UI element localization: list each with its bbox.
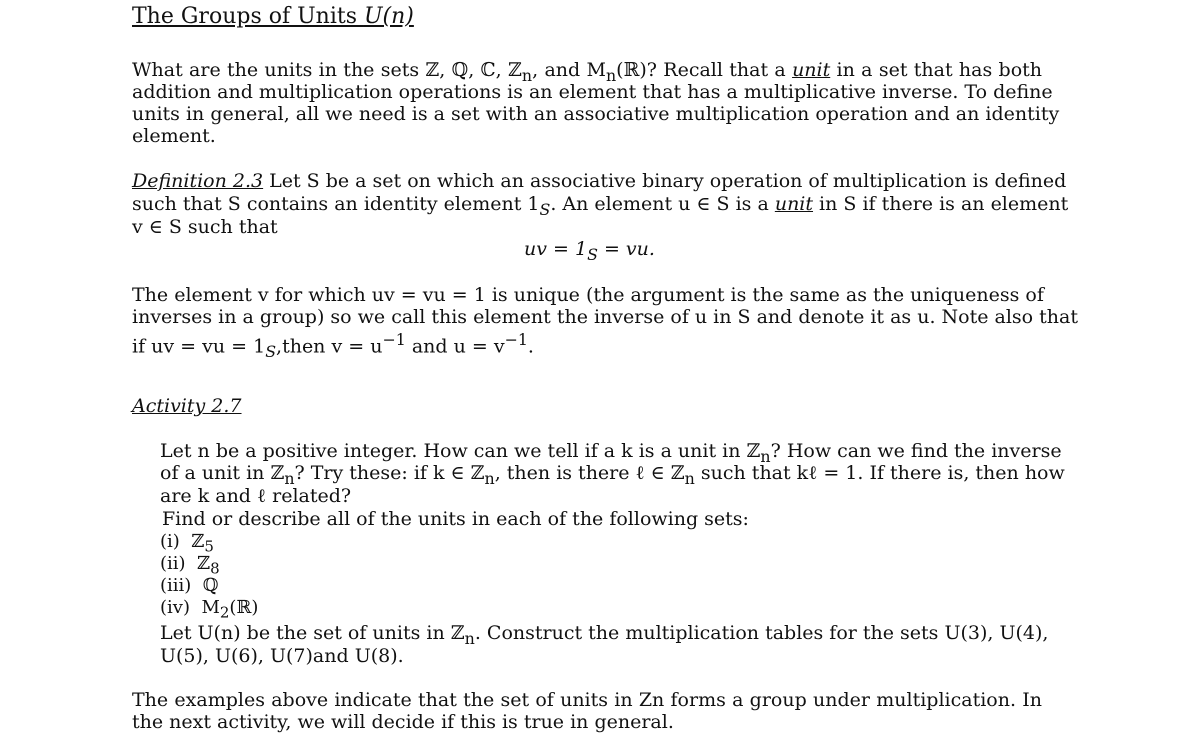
list-item: (iii) ℚ xyxy=(160,575,219,596)
intro-line-2: addition and multiplication operations is an element that has a multiplicative inverse. To define xyxy=(132,81,1053,103)
closing-line-2: the next activity, we will decide if this is true in general. xyxy=(132,711,674,733)
activity-p2-line-2: U(5), U(6), U(7)and U(8). xyxy=(160,645,404,667)
activity-label: Activity 2.7 xyxy=(132,395,242,417)
list-item: (iv) $M_2(ℝ)$ xyxy=(160,597,259,622)
definition-line-3: v ∈ S such that xyxy=(132,216,278,238)
uniqueness-line-1: The element v for which uv = vu = 1 is unique (the argument is the same as the uniqueness of xyxy=(132,284,1044,306)
definition-line-2: such that S contains an identity element $1_S$. An element u ∈ S is a unit in S if there is an element xyxy=(132,193,1069,219)
intro-line-4: element. xyxy=(132,125,216,147)
definition-label: Definition 2.3 xyxy=(132,170,264,192)
definition-line-1: Definition 2.3 Let S be a set on which an associative binary operation of multiplication is defined xyxy=(132,170,1067,192)
definition-equation: uv = $1_S$ = vu. xyxy=(524,238,655,264)
activity-p1-line-2: of a unit in ℤ$_n$? Try these: if k ∈ ℤ$_n$, then is there ℓ ∈ ℤ$_n$ such that kℓ = 1. If there is, then how xyxy=(160,462,1065,488)
list-item: (i) ℤ$_5$ xyxy=(160,531,214,556)
activity-find-line: Find or describe all of the units in each of the following sets: xyxy=(162,508,749,530)
activity-p1-line-3: are k and ℓ related? xyxy=(160,485,352,507)
unit-term-2: unit xyxy=(774,193,814,215)
uniqueness-line-3: if uv = vu = $1_S,then$ $v = u^{-1}$ and $u = v^{-1}$. xyxy=(132,330,534,362)
intro-line-1: What are the units in the sets ℤ, ℚ, ℂ, ℤ$_n$, and $M_n(ℝ)$? Recall that a unit in a set that has both xyxy=(132,59,1043,85)
activity-p2-line-1: Let U(n) be the set of units in ℤ$_n$. Construct the multiplication tables for the sets U(3), U(4), xyxy=(160,622,1049,648)
page-title: The Groups of Units U(n) xyxy=(132,4,414,29)
list-item: (ii) ℤ$_8$ xyxy=(160,553,220,578)
uniqueness-line-2: inverses in a group) so we call this element the inverse of u in S and denote it as u. Note also that xyxy=(132,306,1078,328)
closing-line-1: The examples above indicate that the set of units in Zn forms a group under multiplication. In xyxy=(132,689,1042,711)
activity-p1-line-1: Let n be a positive integer. How can we tell if a k is a unit in ℤ$_n$? How can we find the inverse xyxy=(160,440,1062,466)
unit-term: unit xyxy=(792,59,831,81)
intro-line-3: units in general, all we need is a set with an associative multiplication operation and an identity xyxy=(132,103,1060,125)
